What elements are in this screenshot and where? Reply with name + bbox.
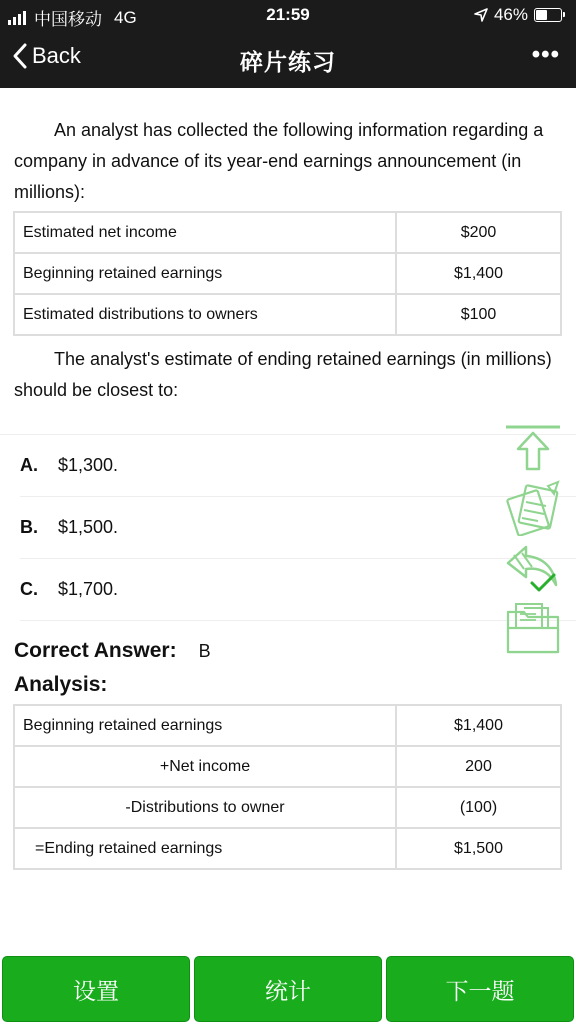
table-cell-value: $1,400 xyxy=(396,253,561,294)
clock: 21:59 xyxy=(266,5,310,24)
table-cell-value: $1,500 xyxy=(396,828,561,869)
mark-done-button[interactable] xyxy=(502,538,564,598)
option-a[interactable] xyxy=(20,435,576,497)
bottom-action-bar xyxy=(0,956,576,1022)
question-content xyxy=(0,88,576,870)
table-cell-value: $200 xyxy=(396,212,561,253)
battery-level xyxy=(536,10,547,20)
option-text: $1,500. xyxy=(58,517,119,537)
correct-answer xyxy=(0,639,576,663)
mark-done-icon xyxy=(504,541,562,595)
correct-answer-value: B xyxy=(198,640,211,661)
analysis-heading: Analysis: xyxy=(14,673,108,696)
table-cell-value: (100) xyxy=(396,787,561,828)
correct-answer-label: Correct Answer: xyxy=(14,639,177,662)
table-cell-label: Estimated net income xyxy=(14,212,396,253)
option-text: $1,700. xyxy=(58,579,119,599)
analysis-table xyxy=(13,704,562,870)
table-row xyxy=(14,828,561,869)
location-arrow-icon xyxy=(474,8,488,22)
more-menu-button[interactable]: ••• xyxy=(531,41,560,68)
next-question-button[interactable]: 下一题 xyxy=(386,956,574,1022)
table-cell-value: $100 xyxy=(396,294,561,335)
notes-icon xyxy=(504,480,562,536)
table-cell-label: Beginning retained earnings xyxy=(14,705,396,746)
back-label: Back xyxy=(32,43,81,68)
back-to-top-button[interactable] xyxy=(502,418,564,478)
table-row xyxy=(14,212,561,253)
network-type: 4G xyxy=(114,7,137,27)
carrier-name: 中国移动 xyxy=(34,10,102,29)
table-cell-label: Beginning retained earnings xyxy=(14,253,396,294)
back-to-top-icon xyxy=(504,423,562,473)
notes-button[interactable] xyxy=(502,478,564,538)
battery-icon xyxy=(534,8,562,22)
table-cell-label: Estimated distributions to owners xyxy=(14,294,396,335)
option-b[interactable] xyxy=(20,497,576,559)
table-row xyxy=(14,787,561,828)
question-intro: An analyst has collected the following information regarding a company in advance of its year-end earnings announcement (in millions): xyxy=(14,120,544,202)
page-title: 碎片练习 xyxy=(240,49,336,75)
settings-button[interactable]: 设置 xyxy=(2,956,190,1022)
option-c[interactable] xyxy=(20,559,576,621)
table-row xyxy=(14,294,561,335)
question-table xyxy=(13,211,562,336)
battery-percent: 46% xyxy=(493,5,528,24)
table-cell-value: 200 xyxy=(396,746,561,787)
table-row xyxy=(14,746,561,787)
answer-options xyxy=(0,434,576,621)
option-letter: B. xyxy=(20,517,38,537)
table-cell-label: -Distributions to owner xyxy=(14,787,396,828)
option-letter: A. xyxy=(20,455,38,475)
folder-button[interactable] xyxy=(502,598,564,658)
option-text: $1,300. xyxy=(58,455,119,475)
statistics-button[interactable]: 统计 xyxy=(194,956,382,1022)
nav-bar xyxy=(0,30,576,88)
option-letter: C. xyxy=(20,579,38,599)
table-row xyxy=(14,705,561,746)
question-stem: The analyst's estimate of ending retained earnings (in millions) should be closest to: xyxy=(14,349,552,400)
side-toolbar xyxy=(502,418,564,658)
status-bar xyxy=(0,0,576,30)
folder-icon xyxy=(504,600,562,656)
table-cell-label: =Ending retained earnings xyxy=(14,828,396,869)
table-row xyxy=(14,253,561,294)
table-cell-label: +Net income xyxy=(14,746,396,787)
table-cell-value: $1,400 xyxy=(396,705,561,746)
